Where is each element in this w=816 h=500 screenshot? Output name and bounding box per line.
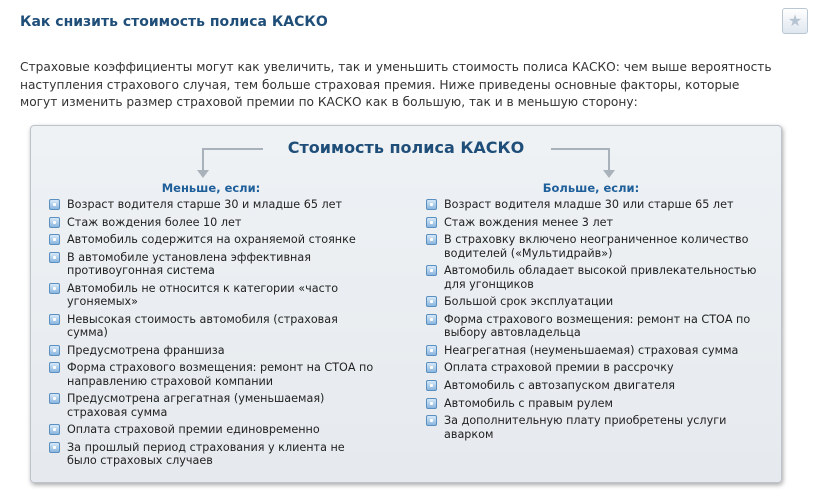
list-item [424, 198, 764, 211]
list-item-text: Возраст водителя старше 30 и младше 65 лет [67, 198, 343, 211]
bullet-icon [426, 296, 437, 307]
list-item [47, 233, 377, 246]
list-item [47, 441, 377, 468]
less-factors-list [47, 198, 377, 472]
list-item-text: Стаж вождения менее 3 лет [444, 215, 614, 229]
list-item-text: Большой срок эксплуатации [444, 295, 614, 309]
list-item [424, 295, 764, 308]
bullet-icon [49, 393, 60, 404]
list-item-text: В страховку включено неограниченное количество водителей («Мультидрайв») [444, 233, 749, 260]
more-factors-list [424, 198, 764, 445]
bullet-icon [49, 234, 60, 245]
list-item-text: Автомобиль обладает высокой привлекательностью для угонщиков [444, 264, 757, 291]
list-item [424, 313, 764, 340]
list-item [47, 216, 377, 229]
list-item-text: Форма страхового возмещения: ремонт на СТОА по выбору автовладельца [444, 312, 751, 340]
list-item-text: Стаж вождения более 10 лет [67, 215, 242, 229]
intro-text: Страховые коэффициенты могут как увеличить, так и уменьшить стоимость полиса КАСКО: чем выше вероятность наступления страхового случая, тем больше страховая премия. Ниже приведены основные факторы, которые могут изменить размер страховой премии по КАСКО как в большую, так и в меньшую сторону: [20, 60, 772, 109]
list-item-text: За прошлый период страхования у клиента не было страховых случаев [67, 440, 345, 468]
card-title: Стоимость полиса КАСКО [287, 138, 525, 157]
list-item [424, 379, 764, 392]
bullet-icon [426, 362, 437, 373]
list-item-text: Предусмотрена агрегатная (уменьшаемая) страховая сумма [67, 392, 325, 419]
bullet-icon [426, 380, 437, 391]
list-item [424, 361, 764, 374]
right-arrow-head [603, 170, 615, 178]
star-icon: ★ [787, 11, 803, 30]
list-item [47, 198, 377, 211]
bullet-icon [426, 265, 437, 276]
bullet-icon [426, 314, 437, 325]
list-item-text: Предусмотрена франшиза [67, 343, 225, 357]
list-item [47, 282, 377, 309]
bullet-icon [49, 283, 60, 294]
list-item [424, 397, 764, 410]
favorite-button[interactable] [782, 8, 808, 34]
bullet-icon [49, 362, 60, 373]
list-item-text: Форма страхового возмещения: ремонт на СТОА по направлению страховой компании [67, 361, 374, 388]
list-item-text: Невысокая стоимость автомобиля (страховая сумма) [67, 312, 338, 340]
bullet-icon [49, 199, 60, 210]
bullet-icon [49, 252, 60, 263]
list-item-text: Оплата страховой премии в рассрочку [444, 361, 674, 375]
list-item-text: Автомобиль содержится на охраняемой стоянке [67, 233, 356, 247]
list-item-text: За дополнительную плату приобретены услуги аварком [444, 414, 727, 441]
list-item [47, 392, 377, 419]
bullet-icon [426, 199, 437, 210]
kasko-cost-card [30, 125, 782, 483]
list-item [47, 313, 377, 340]
list-item-text: Автомобиль с автозапуском двигателя [444, 378, 675, 392]
list-item [47, 423, 377, 436]
list-item [47, 251, 377, 278]
list-item-text: Возраст водителя младше 30 или старше 65 лет [444, 198, 734, 211]
list-item [47, 344, 377, 357]
bullet-icon [49, 217, 60, 228]
list-item [424, 414, 764, 441]
bullet-icon [49, 424, 60, 435]
list-item-text: В автомобиле установлена эффективная противоугонная система [67, 250, 311, 278]
list-item-text: Оплата страховой премии единовременно [67, 423, 320, 437]
list-item-text: Автомобиль с правым рулем [444, 396, 613, 410]
page-title: Как снизить стоимость полиса КАСКО [20, 14, 328, 30]
bullet-icon [426, 217, 437, 228]
list-item-text: Неагрегатная (неуменьшаемая) страховая сумма [444, 343, 739, 357]
bullet-icon [426, 345, 437, 356]
bullet-icon [49, 442, 60, 453]
bullet-icon [426, 415, 437, 426]
bullet-icon [426, 234, 437, 245]
less-heading: Меньше, если: [161, 181, 261, 195]
bullet-icon [49, 345, 60, 356]
list-item [424, 264, 764, 291]
list-item [424, 233, 764, 260]
list-item-text: Автомобиль не относится к категории «часто угоняемых» [67, 281, 339, 309]
more-heading: Больше, если: [542, 181, 640, 195]
list-item [424, 216, 764, 229]
list-item [47, 361, 377, 388]
bullet-icon [426, 398, 437, 409]
left-arrow-head [197, 170, 209, 178]
list-item [424, 344, 764, 357]
bullet-icon [49, 314, 60, 325]
